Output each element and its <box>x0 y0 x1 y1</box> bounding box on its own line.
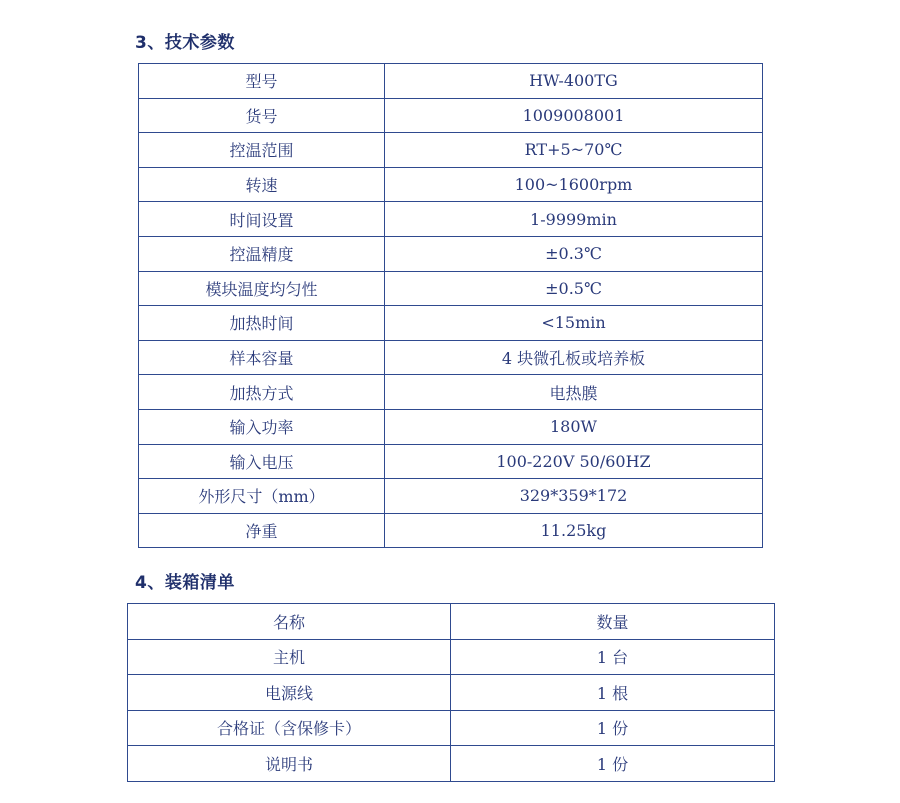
tech-params-body <box>139 64 763 548</box>
item-name: 电源线 <box>128 675 451 711</box>
param-label: 货号 <box>139 98 385 133</box>
table-row <box>139 202 763 237</box>
param-value: 180W <box>385 409 763 444</box>
table-row <box>139 409 763 444</box>
table-row <box>139 236 763 271</box>
table-row <box>139 340 763 375</box>
item-quantity: 1 根 <box>451 675 775 711</box>
table-header-row <box>128 604 775 640</box>
param-label: 加热时间 <box>139 306 385 341</box>
tech-params-table <box>138 63 763 548</box>
table-row <box>139 306 763 341</box>
param-label: 转速 <box>139 167 385 202</box>
table-row <box>128 710 775 746</box>
packing-list-heading: 4、装箱清单 <box>135 573 235 593</box>
table-row <box>128 746 775 782</box>
param-label: 模块温度均匀性 <box>139 271 385 306</box>
param-value: 1-9999min <box>385 202 763 237</box>
param-value: 100-220V 50/60HZ <box>385 444 763 479</box>
item-quantity: 1 份 <box>451 710 775 746</box>
item-name: 合格证（含保修卡） <box>128 710 451 746</box>
param-value: 电热膜 <box>385 375 763 410</box>
column-header-quantity: 数量 <box>451 604 775 640</box>
param-value: <15min <box>385 306 763 341</box>
param-value: 4 块微孔板或培养板 <box>385 340 763 375</box>
param-label: 加热方式 <box>139 375 385 410</box>
param-value: 329*359*172 <box>385 479 763 514</box>
packing-list-table <box>127 603 775 782</box>
param-label: 输入电压 <box>139 444 385 479</box>
item-quantity: 1 台 <box>451 639 775 675</box>
column-header-name: 名称 <box>128 604 451 640</box>
param-value: 100~1600rpm <box>385 167 763 202</box>
table-row <box>128 675 775 711</box>
param-label: 净重 <box>139 513 385 548</box>
table-row <box>139 98 763 133</box>
item-name: 说明书 <box>128 746 451 782</box>
table-row <box>128 639 775 675</box>
param-value: 11.25kg <box>385 513 763 548</box>
param-label: 外形尺寸（mm） <box>139 479 385 514</box>
tech-params-heading: 3、技术参数 <box>135 33 235 53</box>
param-label: 控温范围 <box>139 133 385 168</box>
param-label: 型号 <box>139 64 385 99</box>
param-value: ±0.3℃ <box>385 236 763 271</box>
param-value: HW-400TG <box>385 64 763 99</box>
table-row <box>139 375 763 410</box>
item-quantity: 1 份 <box>451 746 775 782</box>
table-row <box>139 167 763 202</box>
table-row <box>139 271 763 306</box>
param-label: 控温精度 <box>139 236 385 271</box>
item-name: 主机 <box>128 639 451 675</box>
table-row <box>139 513 763 548</box>
param-label: 时间设置 <box>139 202 385 237</box>
param-value: ±0.5℃ <box>385 271 763 306</box>
table-row <box>139 479 763 514</box>
param-label: 样本容量 <box>139 340 385 375</box>
table-row <box>139 133 763 168</box>
param-value: 1009008001 <box>385 98 763 133</box>
param-value: RT+5~70℃ <box>385 133 763 168</box>
packing-list-body <box>128 604 775 782</box>
param-label: 输入功率 <box>139 409 385 444</box>
table-row <box>139 444 763 479</box>
table-row <box>139 64 763 99</box>
